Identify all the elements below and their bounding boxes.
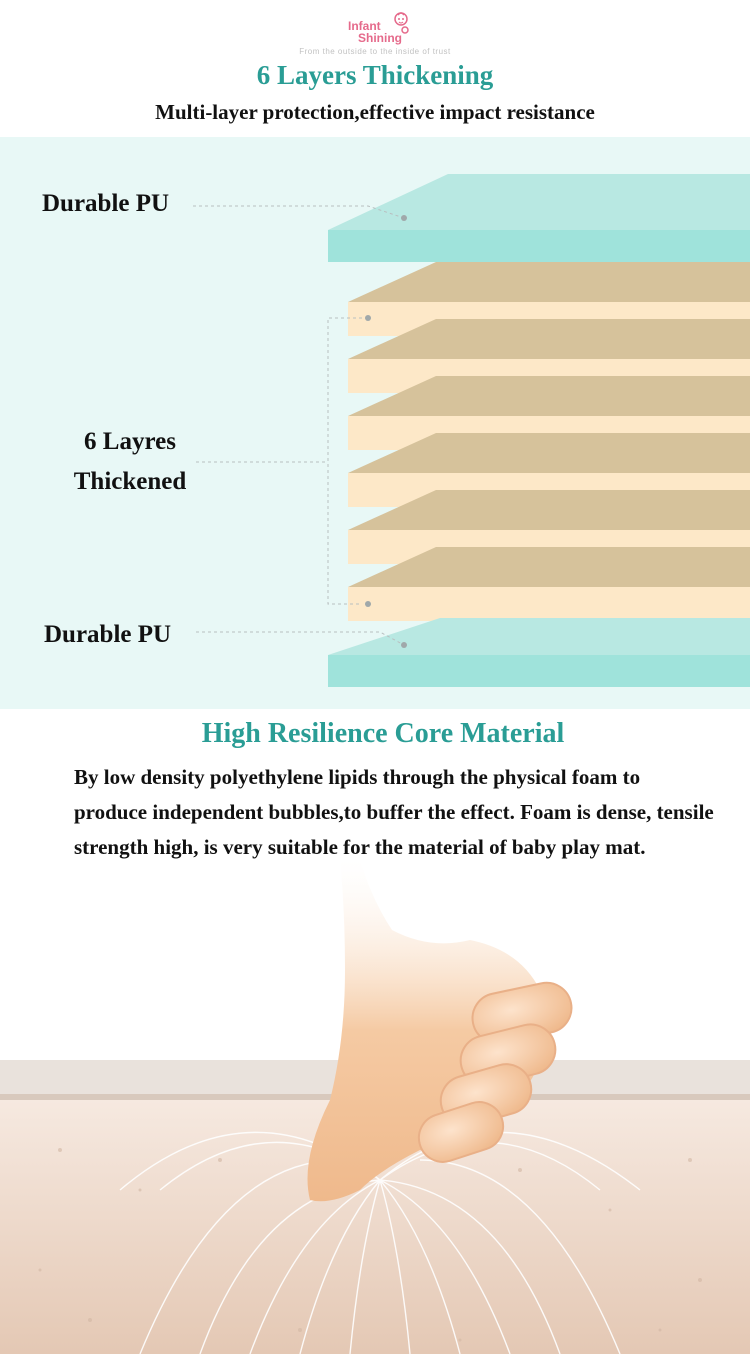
page-subtitle: Multi-layer protection,effective impact resistance	[155, 100, 595, 124]
page-title: 6 Layers Thickening	[256, 60, 494, 90]
middle-label-line2: Thickened	[73, 468, 187, 495]
top-pu-layer	[328, 174, 750, 262]
top-layer-label: Durable PU	[42, 190, 170, 217]
middle-label-line1: 6 Layres	[84, 428, 176, 455]
logo-text-line1: Infant	[348, 19, 381, 33]
core-material-description: By low density polyethylene lipids through the physical foam to produce independent bubbles,to buffer the effect. Foam is dense, tensile strength high, is very suitable for the material of baby play mat.	[74, 765, 714, 859]
foam-illustration	[0, 860, 750, 1354]
bottom-layer-label: Durable PU	[44, 621, 172, 648]
foam-layers	[348, 262, 750, 621]
core-material-title: High Resilience Core Material	[201, 718, 565, 749]
middle-layers-label	[40, 422, 220, 502]
bottom-pu-layer	[328, 618, 750, 687]
brand-tagline: From the outside to the inside of trust	[299, 47, 451, 56]
logo-text-line2: Shining	[358, 31, 402, 45]
